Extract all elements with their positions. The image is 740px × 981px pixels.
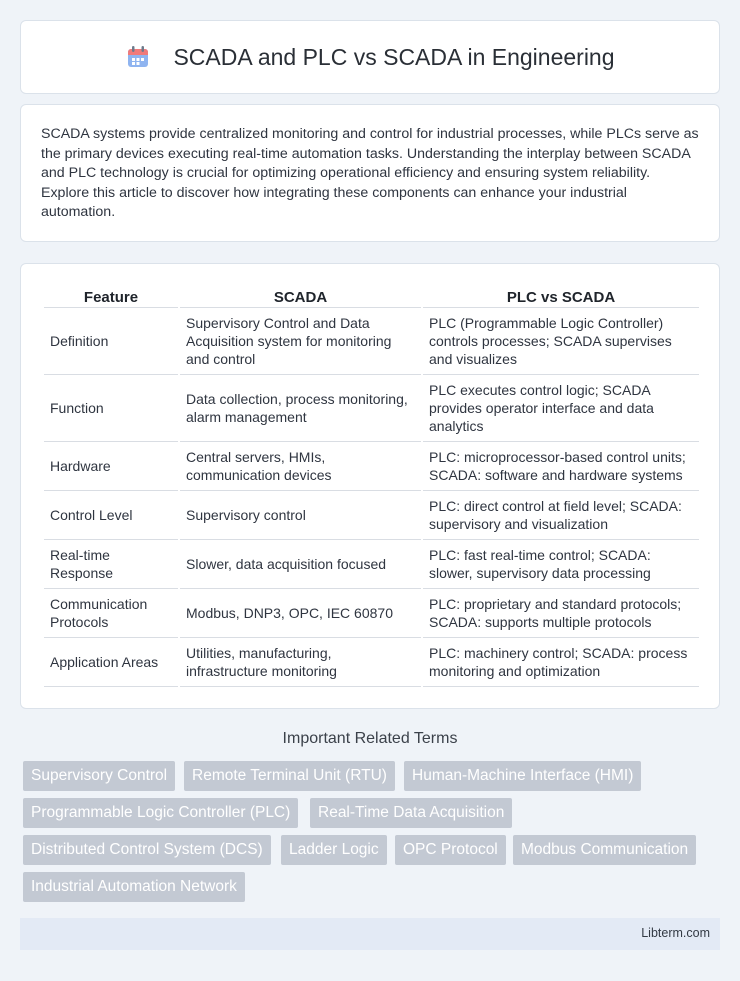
table-cell: Modbus, DNP3, OPC, IEC 60870 <box>180 589 421 638</box>
table-row <box>44 375 699 442</box>
intro-card <box>20 104 720 242</box>
footer-site-link[interactable]: Libterm.com <box>641 926 710 940</box>
table-cell: Data collection, process monitoring, alarm management <box>180 375 421 442</box>
tag-modbus-communication[interactable]: Modbus Communication <box>513 835 696 865</box>
column-header: SCADA <box>180 286 421 308</box>
comparison-table-card <box>20 263 720 709</box>
table-header-row <box>44 286 699 308</box>
table-cell: Hardware <box>44 442 178 491</box>
table-cell: PLC (Programmable Logic Controller) controls processes; SCADA supervises and visualizes <box>423 308 699 375</box>
table-cell: PLC: direct control at field level; SCADA: supervisory and visualization <box>423 491 699 540</box>
footer <box>20 918 720 950</box>
table-row <box>44 589 699 638</box>
table-cell: Supervisory Control and Data Acquisition system for monitoring and control <box>180 308 421 375</box>
table-cell: Supervisory control <box>180 491 421 540</box>
header-card <box>20 20 720 94</box>
page-title: SCADA and PLC vs SCADA in Engineering <box>173 43 615 70</box>
table-cell: Communication Protocols <box>44 589 178 638</box>
table-cell: Function <box>44 375 178 442</box>
table-cell: Control Level <box>44 491 178 540</box>
table-cell: Application Areas <box>44 638 178 687</box>
table-cell: PLC: machinery control; SCADA: process monitoring and optimization <box>423 638 699 687</box>
table-row <box>44 442 699 491</box>
tag-real-time-data-acquisition[interactable]: Real-Time Data Acquisition <box>310 798 512 828</box>
tag-industrial-automation-network[interactable]: Industrial Automation Network <box>23 872 245 902</box>
table-row <box>44 638 699 687</box>
related-terms-title: Important Related Terms <box>282 730 458 747</box>
tag-rtu[interactable]: Remote Terminal Unit (RTU) <box>184 761 395 791</box>
table-cell: PLC executes control logic; SCADA provides operator interface and data analytics <box>423 375 699 442</box>
table-row <box>44 308 699 375</box>
comparison-table <box>42 286 701 687</box>
table-cell: Central servers, HMIs, communication devices <box>180 442 421 491</box>
table-row <box>44 491 699 540</box>
tag-hmi[interactable]: Human-Machine Interface (HMI) <box>404 761 641 791</box>
table-row <box>44 540 699 589</box>
table-cell: Slower, data acquisition focused <box>180 540 421 589</box>
tag-ladder-logic[interactable]: Ladder Logic <box>281 835 387 865</box>
table-cell: Definition <box>44 308 178 375</box>
tag-plc[interactable]: Programmable Logic Controller (PLC) <box>23 798 298 828</box>
calendar-icon <box>125 44 151 70</box>
table-cell: PLC: proprietary and standard protocols; SCADA: supports multiple protocols <box>423 589 699 638</box>
tag-opc-protocol[interactable]: OPC Protocol <box>395 835 506 865</box>
column-header: Feature <box>44 286 178 308</box>
table-cell: Utilities, manufacturing, infrastructure monitoring <box>180 638 421 687</box>
intro-text: SCADA systems provide centralized monitoring and control for industrial processes, while PLCs serve as the primary devices executing real-time automation tasks. Understanding the interplay between SCADA and PLC technology is crucial for optimizing operational efficiency and ensuring system reliability. Explore this article to discover how integrating these components can enhance your industrial automation. <box>41 126 699 221</box>
tag-supervisory-control[interactable]: Supervisory Control <box>23 761 175 791</box>
table-cell: PLC: fast real-time control; SCADA: slower, supervisory data processing <box>423 540 699 589</box>
column-header: PLC vs SCADA <box>423 286 699 308</box>
table-cell: Real-time Response <box>44 540 178 589</box>
tag-dcs[interactable]: Distributed Control System (DCS) <box>23 835 271 865</box>
table-cell: PLC: microprocessor-based control units; SCADA: software and hardware systems <box>423 442 699 491</box>
